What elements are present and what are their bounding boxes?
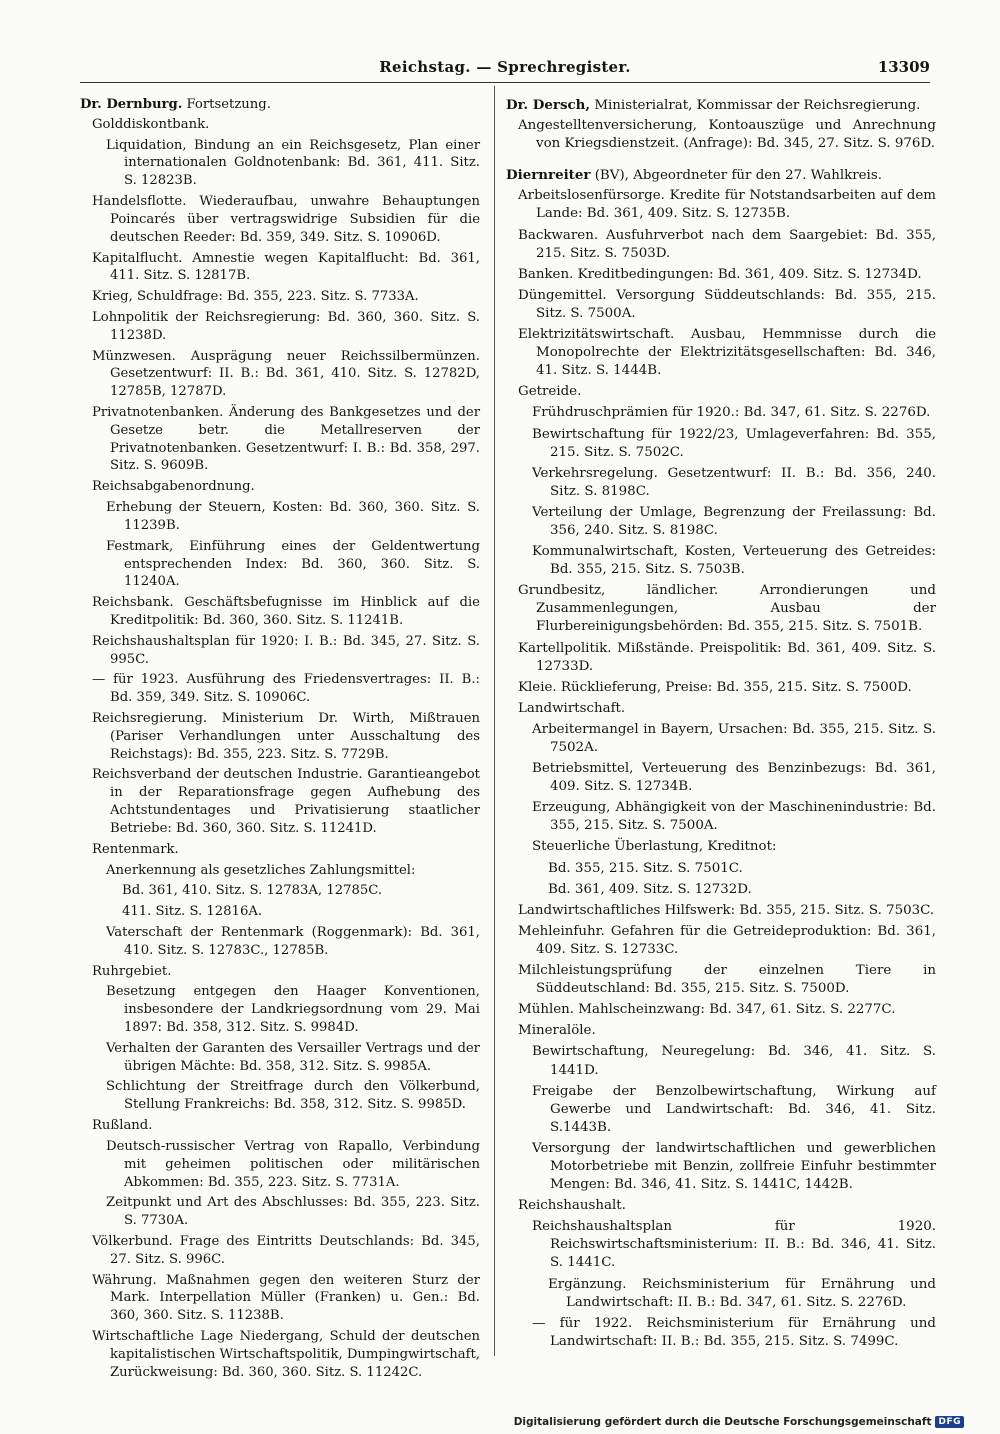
footer-text: Digitalisierung gefördert durch die Deutsche Forschungsgemeinschaft — [513, 1416, 932, 1428]
index-entry: Krieg, Schuldfrage: Bd. 355, 223. Sitz. S. 7733A. — [92, 289, 419, 305]
index-entry: Düngemittel. Versorgung Süddeutschlands: Bd. 355, 215. Sitz. S. 7500A. — [518, 287, 936, 321]
index-entry: Reichsabgabenordnung. — [92, 479, 255, 495]
speaker-description: Fortsetzung. — [186, 97, 271, 112]
entry-gap — [506, 156, 936, 166]
speaker-heading — [506, 96, 936, 115]
index-entry: Betriebsmittel, Verteuerung des Benzinbezugs: Bd. 361, 409. Sitz. S. 12734B. — [532, 761, 936, 795]
speaker-name: Dr. Dernburg. — [80, 97, 183, 112]
dfg-logo: DFG — [935, 1416, 964, 1428]
index-entry: Rußland. — [92, 1118, 153, 1134]
index-entry: Reichsregierung. Ministerium Dr. Wirth, Mißtrauen (Pariser Verhandlungen unter Ausschaltung des Reichstags): Bd. 355, 223. Sitz. S. 7729B. — [92, 711, 480, 762]
index-entry: Zeitpunkt und Art des Abschlusses: Bd. 355, 223. Sitz. S. 7730A. — [106, 1195, 480, 1229]
speaker-name: Dr. Dersch, — [506, 97, 591, 113]
page-number: 13309 — [877, 58, 930, 76]
index-entry: Landwirtschaft. — [518, 700, 626, 716]
index-entry: Bd. 361, 410. Sitz. S. 12783A, 12785C. — [122, 883, 383, 899]
index-entry: Golddiskontbank. — [92, 116, 210, 132]
index-entry: — für 1923. Ausführung des Friedensvertrages: II. B.: Bd. 359, 349. Sitz. S. 10906C. — [92, 672, 480, 706]
index-entry: Wirtschaftliche Lage Niedergang, Schuld der deutschen kapitalistischen Wirtschaftspolitik, Dumpingwirtschaft, Zurückweisung: Bd. 360, 360. Sitz. S. 11242C. — [92, 1329, 480, 1380]
index-entry: Mühlen. Mahlscheinzwang: Bd. 347, 61. Sitz. S. 2277C. — [518, 1002, 896, 1018]
index-entry: Deutsch-russischer Vertrag von Rapallo, Verbindung mit geheimen politischen oder militärischen Abkommen: Bd. 355, 223. Sitz. S. 7731A. — [106, 1138, 480, 1190]
index-entry: Frühdruschprämien für 1920.: Bd. 347, 61. Sitz. S. 2276D. — [532, 405, 931, 421]
index-entry: Ruhrgebiet. — [92, 963, 172, 979]
page-title: Reichstag. — Sprechregister. — [379, 58, 631, 76]
index-entry: Verteilung der Umlage, Begrenzung der Freilassung: Bd. 356, 240. Sitz. S. 8198C. — [532, 504, 936, 538]
index-entry: Kartellpolitik. Mißstände. Preispolitik: Bd. 361, 409. Sitz. S. 12733D. — [518, 640, 936, 674]
index-entry: Grundbesitz, ländlicher. Arrondierungen und Zusammenlegungen, Ausbau der Flurbereinigungsbehörden: Bd. 355, 215. Sitz. S. 7501B. — [518, 583, 936, 635]
index-entry: Bd. 361, 409. Sitz. S. 12732D. — [548, 881, 752, 897]
index-entry: Schlichtung der Streitfrage durch den Völkerbund, Stellung Frankreichs: Bd. 358, 312. Sitz. S. 9985D. — [106, 1079, 480, 1113]
index-entry: Reichshaushaltsplan für 1920: I. B.: Bd. 345, 27. Sitz. S. 995C. — [92, 633, 480, 667]
index-entry: Bewirtschaftung für 1922/23, Umlageverfahren: Bd. 355, 215. Sitz. S. 7502C. — [532, 426, 936, 460]
column-divider — [494, 86, 495, 1356]
index-entry: Freigabe der Benzolbewirtschaftung, Wirkung auf Gewerbe und Landwirtschaft: Bd. 346, 41. Sitz. S.1443B. — [532, 1083, 936, 1135]
index-entry: Reichshaushalt. — [518, 1198, 626, 1214]
index-entry: Steuerliche Überlastung, Kreditnot: — [532, 839, 777, 855]
index-entry: Verhalten der Garanten des Versailler Vertrags und der übrigen Mächte: Bd. 358, 312. Sitz. S. 9985A. — [106, 1040, 480, 1074]
index-entry: Völkerbund. Frage des Eintritts Deutschlands: Bd. 345, 27. Sitz. S. 996C. — [92, 1233, 480, 1267]
index-entry: Anerkennung als gesetzliches Zahlungsmittel: — [106, 862, 416, 878]
index-entry: — für 1922. Reichsministerium für Ernährung und Landwirtschaft: II. B.: Bd. 355, 215. Sitz. S. 7499C. — [532, 1315, 936, 1349]
index-entry: Landwirtschaftliches Hilfswerk: Bd. 355, 215. Sitz. S. 7503C. — [518, 902, 935, 918]
index-entry: Ergänzung. Reichsministerium für Ernährung und Landwirtschaft: II. B.: Bd. 347, 61. Sitz. S. 2276D. — [548, 1276, 936, 1310]
right-column — [506, 96, 936, 1354]
index-entry: Bd. 355, 215. Sitz. S. 7501C. — [548, 860, 743, 876]
index-entry: Rentenmark. — [92, 841, 179, 857]
index-entry: Milchleistungsprüfung der einzelnen Tiere in Süddeutschland: Bd. 355, 215. Sitz. S. 7500D. — [518, 963, 936, 997]
index-entry: Reichsverband der deutschen Industrie. Garantieangebot in der Reparationsfrage gegen Aufhebung des Achtstundentages und Privatisierung staatlicher Betriebe: Bd. 360, 360. Sitz. S. 11241D. — [92, 767, 480, 836]
footer — [514, 1416, 964, 1428]
index-entry: Reichshaushaltsplan für 1920. Reichswirtschaftsministerium: II. B.: Bd. 346, 41. Sitz. S. 1441C. — [532, 1219, 936, 1271]
index-entry: Verkehrsregelung. Gesetzentwurf: II. B.: Bd. 356, 240. Sitz. S. 8198C. — [532, 465, 936, 499]
index-entry: Backwaren. Ausfuhrverbot nach dem Saargebiet: Bd. 355, 215. Sitz. S. 7503D. — [518, 227, 936, 261]
index-entry: Angestelltenversicherung, Kontoauszüge und Anrechnung von Kriegsdienstzeit. (Anfrage): Bd. 345, 27. Sitz. S. 976D. — [518, 118, 936, 152]
index-entry: Getreide. — [518, 384, 582, 400]
speaker-description: Ministerialrat, Kommissar der Reichsregierung. — [594, 98, 921, 113]
index-entry: Bewirtschaftung, Neuregelung: Bd. 346, 41. Sitz. S. 1441D. — [532, 1044, 936, 1078]
index-entry: Erzeugung, Abhängigkeit von der Maschinenindustrie: Bd. 355, 215. Sitz. S. 7500A. — [532, 800, 936, 834]
index-entry: Privatnotenbanken. Änderung des Bankgesetzes und der Gesetze betr. die Metallreserven der Privatnotenbanken. Gesetzentwurf: I. B.: Bd. 358, 297. Sitz. S. 9609B. — [92, 405, 480, 474]
index-entry: Mehleinfuhr. Gefahren für die Getreideproduktion: Bd. 361, 409. Sitz. S. 12733C. — [518, 923, 936, 957]
index-entry: Elektrizitätswirtschaft. Ausbau, Hemmnisse durch die Monopolrechte der Elektrizitätsgesellschaften: Bd. 346, 41. Sitz. S. 1444B. — [518, 327, 936, 379]
speaker-heading — [506, 166, 936, 185]
index-entry: Münzwesen. Ausprägung neuer Reichssilbermünzen. Gesetzentwurf: II. B.: Bd. 361, 410. Sitz. S. 12782D, 12785B, 12787D. — [92, 348, 480, 400]
index-entry: Banken. Kreditbedingungen: Bd. 361, 409. Sitz. S. 12734D. — [518, 266, 922, 282]
speaker-description: (BV), Abgeordneter für den 27. Wahlkreis. — [594, 168, 882, 184]
speaker-heading — [80, 96, 480, 114]
index-entry: Kapitalflucht. Amnestie wegen Kapitalflucht: Bd. 361, 411. Sitz. S. 12817B. — [92, 250, 480, 284]
index-entry: Besetzung entgegen den Haager Konventionen, insbesondere der Landkriegsordnung vom 29. Mai 1897: Bd. 358, 312. Sitz. S. 9984D. — [106, 984, 480, 1035]
left-column — [80, 96, 480, 1384]
index-entry: Arbeitermangel in Bayern, Ursachen: Bd. 355, 215. Sitz. S. 7502A. — [532, 721, 936, 755]
index-entry: Handelsflotte. Wiederaufbau, unwahre Behauptungen Poincarés über vertragswidrige Subsidien für die deutschen Reeder: Bd. 359, 349. Sitz. S. 10906D. — [92, 194, 480, 245]
index-entry: Festmark, Einführung eines der Geldentwertung entsprechenden Index: Bd. 360, 360. Sitz. S. 11240A. — [106, 538, 480, 590]
index-entry: Erhebung der Steuern, Kosten: Bd. 360, 360. Sitz. S. 11239B. — [106, 500, 480, 533]
page-header — [80, 56, 930, 83]
index-entry: Vaterschaft der Rentenmark (Roggenmark): Bd. 361, 410. Sitz. S. 12783C., 12785B. — [106, 924, 480, 958]
index-entry: Liquidation, Bindung an ein Reichsgesetz, Plan einer internationalen Goldnotenbank: Bd. 361, 411. Sitz. S. 12823B. — [106, 137, 480, 189]
index-entry: Reichsbank. Geschäftsbefugnisse im Hinblick auf die Kreditpolitik: Bd. 360, 360. Sitz. S. 11241B. — [92, 595, 480, 628]
index-entry: Lohnpolitik der Reichsregierung: Bd. 360, 360. Sitz. S. 11238D. — [92, 309, 480, 343]
index-entry: Währung. Maßnahmen gegen den weiteren Sturz der Mark. Interpellation Müller (Franken) u. Gen.: Bd. 360, 360. Sitz. S. 11238B. — [92, 1272, 480, 1324]
index-entry: Arbeitslosenfürsorge. Kredite für Notstandsarbeiten auf dem Lande: Bd. 361, 409. Sitz. S. 12735B. — [518, 188, 936, 222]
index-entry: Kleie. Rücklieferung, Preise: Bd. 355, 215. Sitz. S. 7500D. — [518, 679, 912, 695]
index-entry: 411. Sitz. S. 12816A. — [122, 904, 263, 920]
speaker-name: Diernreiter — [506, 167, 591, 184]
index-entry: Versorgung der landwirtschaftlichen und gewerblichen Motorbetriebe mit Benzin, zollfreie Einfuhr bestimmter Mengen: Bd. 346, 41. Sitz. S. 1441C, 1442B. — [532, 1140, 936, 1193]
index-entry: Mineralöle. — [518, 1023, 596, 1039]
index-entry: Kommunalwirtschaft, Kosten, Verteuerung des Getreides: Bd. 355, 215. Sitz. S. 7503B. — [532, 544, 936, 578]
